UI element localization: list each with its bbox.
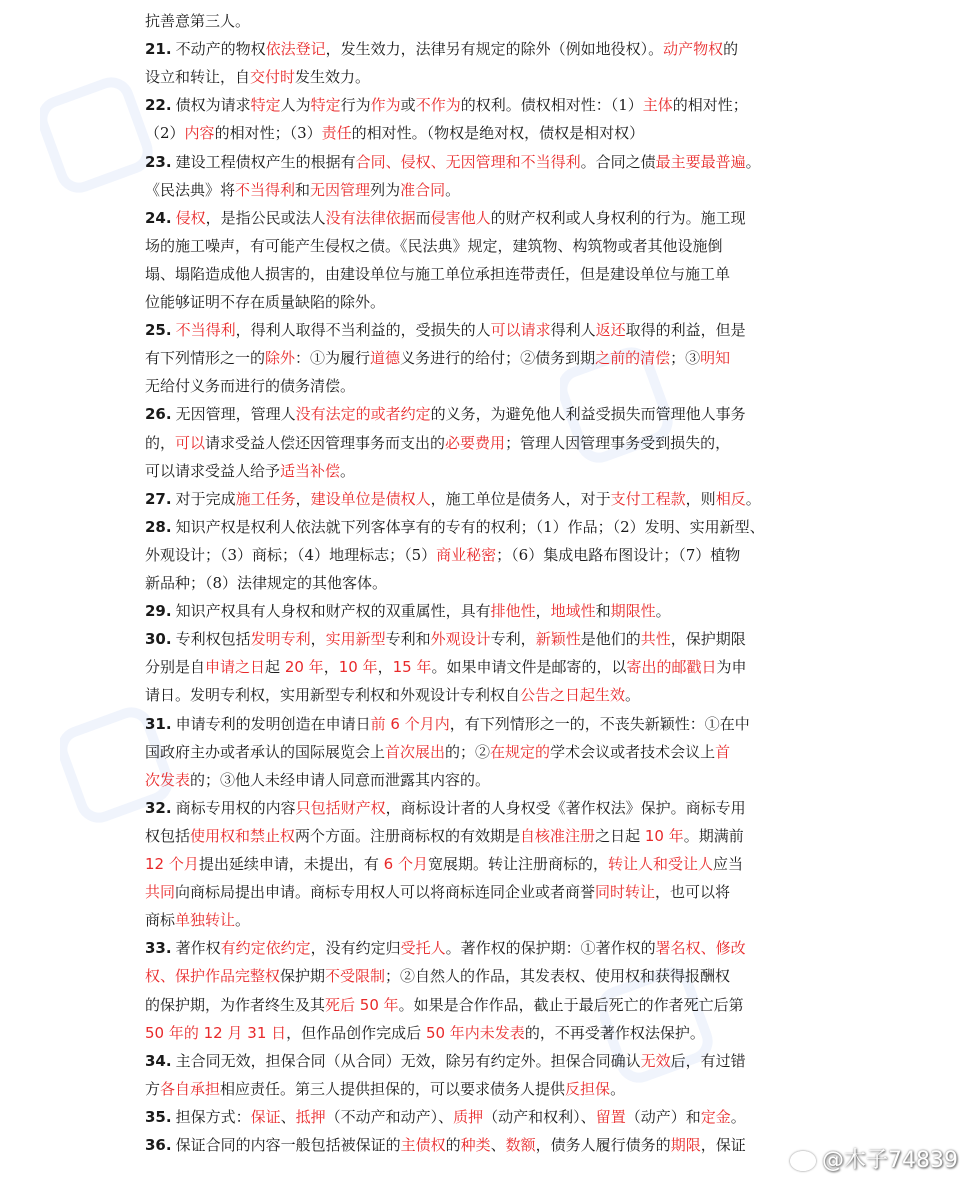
highlight-text: 无效: [640, 1051, 671, 1070]
body-text: ；（6）集成电路布图设计；（7）植物: [496, 545, 741, 564]
body-text: （动产）和: [625, 1107, 701, 1126]
credit-text: @木子74839: [822, 1148, 958, 1173]
body-text: 向商标局提出申请。商标专用权人可以将商标连同企业或者商誉: [175, 883, 596, 902]
body-text: 知识产权具有人身权和财产权的双重属性，具有: [175, 602, 491, 621]
body-text: 取得的利益，但是: [625, 321, 746, 340]
text-line: [145, 598, 817, 624]
highlight-number: 10: [644, 826, 664, 845]
item-number: 31.: [145, 714, 172, 733]
body-text: ，则: [685, 489, 716, 508]
highlight-text: 使用权和禁止权: [190, 826, 296, 845]
body-text: ，商标设计者的人身权受《著作权法》保护。商标专用: [385, 798, 746, 817]
highlight-text: 侵权: [175, 208, 206, 227]
highlight-text: 个月内: [399, 714, 450, 733]
body-text: 债权为请求: [175, 96, 251, 115]
body-text: 对于完成: [175, 489, 236, 508]
highlight-text: 发明专利: [250, 630, 311, 649]
text-line: [145, 401, 817, 427]
body-text: 。: [445, 180, 461, 199]
body-text: 主合同无效，担保合同（从合同）无效，除另有约定外。担保合同确认: [175, 1051, 641, 1070]
highlight-number: 50: [145, 1023, 165, 1042]
highlight-text: 种类: [460, 1136, 491, 1154]
body-text: 和: [295, 180, 311, 199]
highlight-text: 最主要最普遍: [655, 152, 746, 171]
highlight-text: 留置: [595, 1107, 626, 1126]
body-text: 的，: [145, 433, 176, 452]
body-text: 建设工程债权产生的根据有: [175, 152, 356, 171]
highlight-text: 返还: [595, 321, 626, 340]
highlight-text: 年: [357, 658, 378, 677]
item-number: 26.: [145, 405, 172, 424]
highlight-text: 首次展出: [385, 742, 446, 761]
text-line: [145, 120, 817, 146]
highlight-text: 寄出的邮戳日: [626, 658, 717, 677]
body-text: 的相对性。（物权是绝对权，债权是相对权）: [351, 124, 645, 143]
body-text: ，施工单位是债务人，对于: [430, 489, 611, 508]
text-line: [145, 486, 817, 512]
highlight-text: 质押: [453, 1107, 484, 1126]
highlight-text: 同时转让: [595, 883, 656, 902]
highlight-number: 12: [145, 855, 165, 873]
item-number: 24.: [145, 208, 172, 227]
body-text: ，但作品创作完成后: [286, 1023, 426, 1042]
body-text: ，: [377, 658, 393, 677]
item-number: 32.: [145, 798, 172, 817]
highlight-text: 各自承担: [160, 1079, 221, 1098]
highlight-text: 署名权、修改: [655, 939, 746, 958]
highlight-text: 商业秘密: [436, 545, 497, 564]
item-number: 22.: [145, 96, 172, 115]
body-text: 不动产的物权: [175, 40, 266, 59]
text-line: [145, 907, 817, 933]
highlight-text: 个月: [164, 855, 199, 873]
body-text: 《民法典》将: [145, 180, 236, 199]
text-line: [145, 963, 817, 989]
body-text: （不动产和动产）、: [325, 1107, 454, 1126]
highlight-text: 没有法定的或者约定: [295, 405, 431, 424]
highlight-text: 只包括财产权: [295, 798, 386, 817]
highlight-text: 交付时: [250, 68, 296, 87]
text-line: [145, 682, 817, 708]
body-text: 专利和: [385, 630, 431, 649]
highlight-text: 权、保护作品完整权: [145, 967, 281, 986]
body-text: 或: [400, 96, 416, 115]
highlight-text: 可以: [175, 433, 206, 452]
body-text: ，: [310, 630, 326, 649]
highlight-text: 个月: [393, 855, 428, 873]
highlight-text: 单独转让: [175, 911, 236, 930]
highlight-text: 年: [303, 658, 324, 677]
body-text: 应当: [713, 855, 744, 873]
highlight-text: 特定: [310, 96, 341, 115]
body-text: 可以请求受益人给予: [145, 461, 281, 480]
highlight-text: 反担保: [565, 1079, 611, 1098]
body-text: 宽展期。转让注册商标的，: [427, 855, 608, 873]
item-number: 34.: [145, 1051, 172, 1070]
body-text: 方: [145, 1079, 161, 1098]
item-number: 21.: [145, 40, 172, 59]
text-line: [145, 542, 817, 568]
text-line: [145, 1048, 817, 1074]
body-text: （动产和权利）、: [483, 1107, 596, 1126]
body-text: 提出延续申请，未提出，有: [198, 855, 384, 873]
body-text: 的保护期，为作者终生及其: [145, 995, 326, 1014]
text-line: [145, 935, 817, 961]
body-text: 而: [415, 208, 431, 227]
body-text: 塌、塌陷造成他人损害的，由建设单位与施工单位承担连带责任，但是建设单位与施工单: [145, 264, 731, 283]
highlight-text: 不当得利: [175, 321, 236, 340]
weibo-icon: [790, 1151, 816, 1171]
item-number: 28.: [145, 517, 172, 536]
body-text: 的；②: [445, 742, 491, 761]
highlight-number: 10: [338, 658, 358, 677]
highlight-text: 外观设计: [430, 630, 491, 649]
text-line: [145, 823, 817, 849]
item-number: 30.: [145, 630, 172, 649]
highlight-text: 不受限制: [325, 967, 386, 986]
highlight-text: 期限性: [610, 602, 656, 621]
body-text: 设立和转让，自: [145, 68, 251, 87]
body-text: 保证合同的内容一般包括被保证的: [175, 1136, 401, 1154]
body-text: 。: [745, 152, 761, 171]
body-text: 场的施工噪声，有可能产生侵权之债。《民法典》规定，建筑物、构筑物或者其他设施倒: [145, 236, 723, 255]
highlight-text: 依法登记: [265, 40, 326, 59]
highlight-number: 50: [359, 995, 379, 1014]
highlight-text: 必要费用: [445, 433, 506, 452]
body-text: 著作权: [175, 939, 221, 958]
body-text: 位能够证明不存在质量缺陷的除外。: [145, 293, 386, 311]
highlight-number: 31: [247, 1023, 267, 1042]
highlight-text: 建设单位是债权人: [310, 489, 431, 508]
text-line: [145, 36, 817, 62]
highlight-number: 6: [390, 714, 400, 733]
highlight-text: 主债权: [400, 1136, 446, 1154]
highlight-text: 月: [222, 1023, 248, 1042]
weibo-credit: [790, 1146, 958, 1176]
body-text: 人为: [280, 96, 311, 115]
body-text: 。著作权的保护期：①著作权的: [445, 939, 656, 958]
body-text: 国政府主办或者承认的国际展览会上: [145, 742, 386, 761]
highlight-text: 无因管理: [310, 180, 371, 199]
body-text: ，得利人取得不当利益的，受损失的人: [235, 321, 491, 340]
body-text: ，没有约定归: [310, 939, 401, 958]
body-text: 商标专用权的内容: [175, 798, 296, 817]
highlight-text: 抵押: [295, 1107, 326, 1126]
highlight-text: 内容: [184, 124, 215, 143]
item-number: 25.: [145, 321, 172, 340]
text-line: [145, 514, 817, 540]
highlight-text: 适当补偿: [280, 461, 341, 480]
highlight-text: 定金: [700, 1107, 731, 1126]
highlight-text: 日: [266, 1023, 287, 1042]
highlight-text: 实用新型: [325, 630, 386, 649]
body-text: 。: [625, 686, 641, 705]
body-text: 商标: [145, 911, 176, 930]
highlight-text: 地域性: [550, 602, 596, 621]
item-number: 35.: [145, 1107, 172, 1126]
body-text: 之日起: [595, 826, 645, 845]
highlight-text: 相反: [715, 489, 746, 508]
body-text: 。: [610, 1079, 626, 1098]
body-text: 的权利。债权相对性：（1）: [460, 96, 643, 115]
text-line: [145, 654, 817, 680]
body-text: 专利权包括: [175, 630, 251, 649]
body-text: ，也可以将: [655, 883, 731, 902]
body-text: 无给付义务而进行的债务清偿。: [145, 377, 356, 396]
highlight-text: 主体: [642, 96, 673, 115]
highlight-text: 施工任务: [235, 489, 296, 508]
highlight-text: 不作为: [415, 96, 461, 115]
body-text: ，保证: [700, 1136, 746, 1154]
text-line: [145, 64, 817, 90]
highlight-text: 在规定的: [490, 742, 551, 761]
body-text: （2）: [145, 124, 185, 143]
text-line: [145, 851, 817, 877]
body-text: 义务进行的给付；②债务到期: [400, 349, 596, 368]
highlight-text: 不当得利: [235, 180, 296, 199]
body-text: 、: [490, 1136, 506, 1154]
text-line: [145, 261, 817, 287]
text-line: [145, 373, 817, 399]
body-text: 担保方式：: [175, 1107, 251, 1126]
body-text: 的；③他人未经申请人同意而泄露其内容的。: [190, 770, 491, 789]
body-text: ，: [295, 489, 311, 508]
highlight-text: 自核准注册: [520, 826, 596, 845]
body-text: 得利人: [550, 321, 596, 340]
text-line: [145, 767, 817, 793]
body-text: 的相对性；: [672, 96, 748, 115]
item-number: 36.: [145, 1136, 172, 1154]
body-text: ，有下列情形之一的，不丧失新颖性：①在中: [449, 714, 750, 733]
body-text: 。合同之债: [580, 152, 656, 171]
highlight-number: 6: [383, 855, 394, 873]
body-text: 学术会议或者技术会议上: [550, 742, 716, 761]
text-line: [145, 570, 817, 596]
highlight-text: 排他性: [490, 602, 536, 621]
body-text: 无因管理，管理人: [175, 405, 296, 424]
highlight-text: 公告之日起生效: [520, 686, 626, 705]
text-line: [145, 1020, 817, 1046]
text-line: [145, 711, 817, 737]
highlight-text: 除外: [265, 349, 296, 368]
text-line: [145, 1132, 817, 1158]
body-text: 。: [235, 911, 251, 930]
highlight-text: 受托人: [400, 939, 446, 958]
highlight-text: 保证: [250, 1107, 281, 1126]
highlight-text: 责任: [321, 124, 352, 143]
body-text: ；管理人因管理事务受到损失的，: [505, 433, 731, 452]
body-text: 的义务，为避免他人利益受损失而管理他人事务: [430, 405, 746, 424]
body-text: 申请专利的发明创造在申请日: [175, 714, 371, 733]
highlight-number: 50: [425, 1023, 446, 1042]
highlight-text: 首: [715, 742, 731, 761]
body-text: 相应责任。第三人提供担保的，可以要求债务人提供: [220, 1079, 566, 1098]
body-text: 的相对性；（3）: [214, 124, 322, 143]
body-text: ；②自然人的作品，其发表权、使用权和获得报酬权: [385, 967, 731, 986]
text-line: [145, 430, 817, 456]
text-line: [145, 149, 817, 175]
text-line: [145, 458, 817, 484]
text-line: [145, 795, 817, 821]
body-text: 为申: [716, 658, 747, 677]
body-text: 分别是自: [145, 658, 206, 677]
body-text: 请求受益人偿还因管理事务而支出的: [205, 433, 446, 452]
highlight-text: 新颖性: [535, 630, 581, 649]
highlight-text: 年的: [164, 1023, 204, 1042]
body-text: ，: [535, 602, 551, 621]
body-text: 的财产权利或人身权利的行为。施工现: [490, 208, 746, 227]
highlight-text: 共性: [640, 630, 671, 649]
highlight-text: 年: [411, 658, 432, 677]
item-number: 23.: [145, 152, 172, 171]
highlight-text: 数额: [505, 1136, 536, 1154]
body-text: 。: [655, 602, 671, 621]
highlight-text: 明知: [700, 349, 731, 368]
highlight-text: 作为: [370, 96, 401, 115]
body-text: 新品种；（8）法律规定的其他客体。: [145, 574, 388, 592]
highlight-number: 12: [203, 1023, 223, 1042]
text-line: [145, 345, 817, 371]
text-line: [145, 739, 817, 765]
highlight-text: 道德: [370, 349, 401, 368]
highlight-text: 次发表: [145, 770, 191, 789]
body-text: 。如果申请文件是邮寄的，以: [431, 658, 627, 677]
text-line: [145, 289, 817, 315]
highlight-text: 动产物权: [663, 40, 724, 59]
text-line: [145, 879, 817, 905]
highlight-number: 15: [392, 658, 412, 677]
item-number: 33.: [145, 939, 172, 958]
body-text: ，: [323, 658, 339, 677]
body-text: 发生效力。: [295, 68, 371, 87]
highlight-text: 年内未发表: [445, 1023, 525, 1042]
highlight-text: 有约定依约定: [220, 939, 311, 958]
highlight-text: 共同: [145, 883, 176, 902]
body-text: 。: [340, 461, 356, 480]
body-text: 的: [723, 40, 739, 59]
body-text: 的，不再受著作权法保护。: [524, 1023, 705, 1042]
body-text: ，保护期限: [670, 630, 746, 649]
highlight-text: 特定: [250, 96, 281, 115]
highlight-number: 20: [284, 658, 304, 677]
body-text: 。如果是合作作品，截止于最后死亡的作者死亡后第: [398, 995, 744, 1014]
body-text: 抗善意第三人。: [145, 12, 251, 30]
text-line: [145, 8, 817, 34]
body-text: 有下列情形之一的: [145, 349, 266, 368]
body-text: 和: [595, 602, 611, 621]
body-text: 知识产权是权利人依法就下列客体享有的专有的权利；（1）作品；（2）发明、实用新型、: [175, 517, 765, 536]
body-text: 。期满前: [683, 826, 744, 845]
body-text: 专利，: [490, 630, 536, 649]
text-line: [145, 177, 817, 203]
highlight-text: 申请之日: [205, 658, 266, 677]
body-text: 。: [745, 489, 761, 508]
body-text: ，是指公民或法人: [205, 208, 326, 227]
body-text: 、: [280, 1107, 296, 1126]
body-text: ，发生效力，法律另有规定的除外（例如地役权）。: [325, 40, 664, 59]
text-line: [145, 992, 817, 1018]
highlight-text: 可以请求: [490, 321, 551, 340]
body-text: ，债务人履行债务的: [535, 1136, 671, 1154]
body-text: 请日。发明专利权，实用新型专利权和外观设计专利权自: [145, 686, 521, 705]
body-text: 的: [445, 1136, 461, 1154]
body-text: 行为: [340, 96, 371, 115]
body-text: 保护期: [280, 967, 326, 986]
text-line: [145, 626, 817, 652]
item-number: 29.: [145, 602, 172, 621]
body-text: 列为: [370, 180, 401, 199]
item-number: 27.: [145, 489, 172, 508]
body-text: ；③: [670, 349, 701, 368]
highlight-text: 没有法律依据: [325, 208, 416, 227]
text-line: [145, 205, 817, 231]
body-text: 是他们的: [580, 630, 641, 649]
body-text: 外观设计；（3）商标；（4）地理标志；（5）: [145, 545, 437, 564]
body-text: ：①为履行: [295, 349, 371, 368]
text-line: [145, 317, 817, 343]
body-text: 。: [730, 1107, 746, 1126]
highlight-text: 准合同: [400, 180, 446, 199]
body-text: 起: [265, 658, 285, 677]
body-text: 权包括: [145, 826, 191, 845]
highlight-text: 支付工程款: [610, 489, 686, 508]
highlight-text: 死后: [325, 995, 360, 1014]
highlight-text: 转让人和受让人: [608, 855, 714, 873]
highlight-text: 合同、侵权、无因管理和不当得利: [355, 152, 581, 171]
text-line: [145, 233, 817, 259]
text-line: [145, 92, 817, 118]
highlight-text: 侵害他人: [430, 208, 491, 227]
text-line: [145, 1076, 817, 1102]
highlight-text: 年: [378, 995, 399, 1014]
highlight-text: 之前的清偿: [595, 349, 671, 368]
text-line: [145, 1104, 817, 1130]
highlight-text: 期限: [670, 1136, 701, 1154]
body-text: 两个方面。注册商标权的有效期是: [295, 826, 521, 845]
body-text: 后，有过错: [670, 1051, 746, 1070]
highlight-text: 前: [370, 714, 391, 733]
highlight-text: 年: [663, 826, 684, 845]
